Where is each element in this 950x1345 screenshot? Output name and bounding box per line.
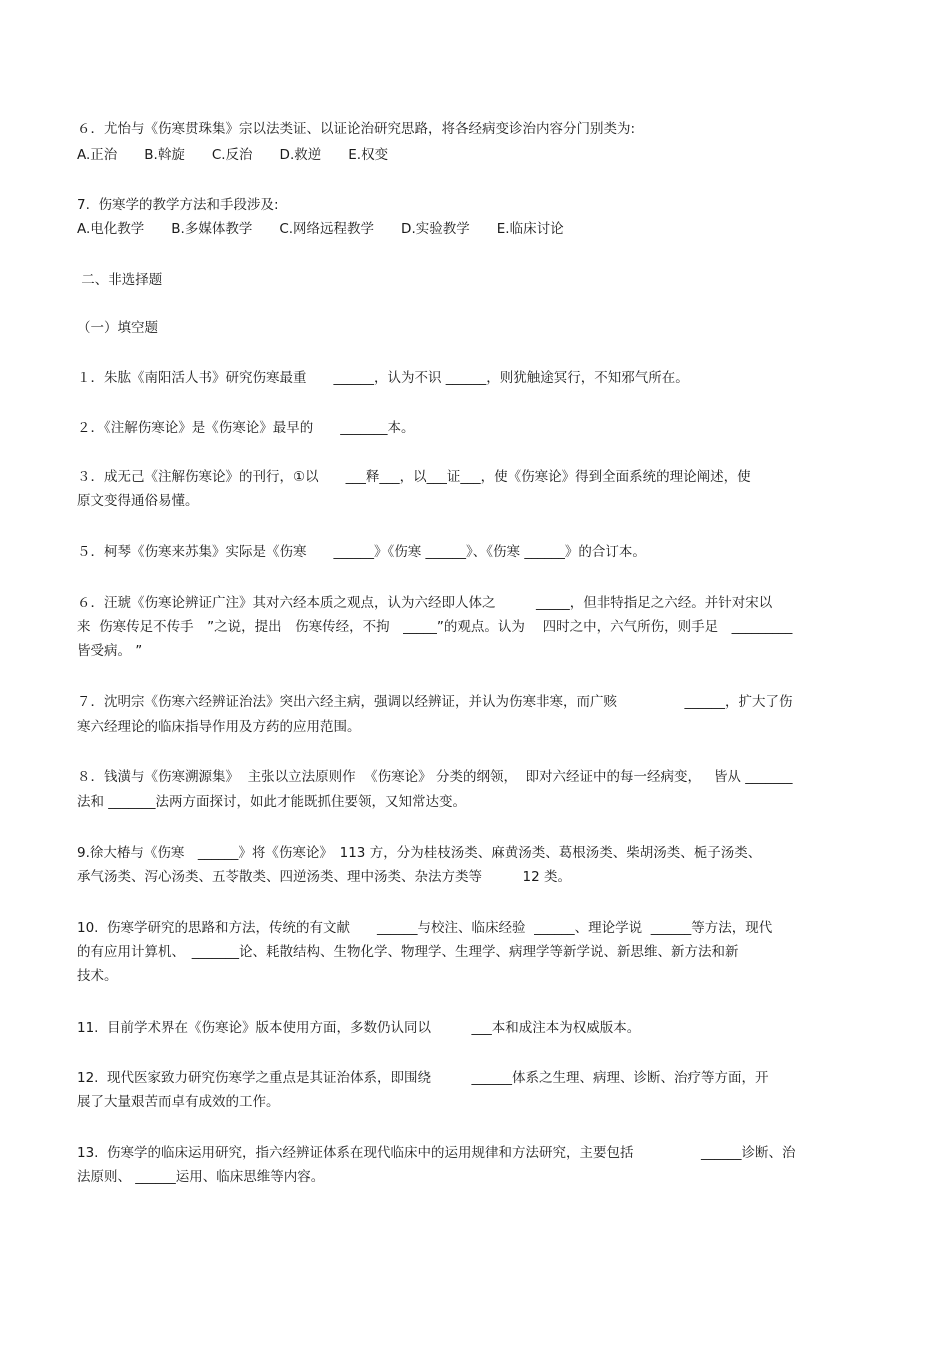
- fill-blank-9-line-1: 9.徐大椿与《伤寒 ______》将《伤寒论》 113 方，分为桂枝汤类、麻黄汤类、葛根汤类、柴胡汤类、栀子汤类、: [77, 845, 762, 861]
- subsection-heading: （一）填空题: [77, 320, 158, 336]
- section-heading: 二、非选择题: [77, 272, 163, 288]
- question-7-options: A.电化教学 B.多媒体教学 C.网络远程教学 D.实验教学 E.临床讨论: [77, 221, 564, 237]
- fill-blank-3-line-2: 原文变得通俗易懂。: [77, 493, 199, 509]
- fill-blank-6-line-1: ６．汪琥《伤寒论辨证广注》其对六经本质之观点，认为六经即人体之 _____，但非特指足之六经。并针对宋以: [77, 595, 773, 611]
- fill-blank-7-line-2: 寒六经理论的临床指导作用及方药的应用范围。: [77, 719, 361, 735]
- fill-blank-6-line-2: 来 伤寒传足不传手 ”之说，提出 伤寒传经，不拘 _____”的观点。认为 四时之中，六气所伤，则手足 _________: [77, 619, 793, 635]
- question-7-stem: 7. 伤寒学的教学方法和手段涉及:: [77, 197, 279, 213]
- fill-blank-8-line-2: 法和 _______法两方面探讨，如此才能既抓住要领，又知常达变。: [77, 794, 467, 810]
- fill-blank-10-line-3: 技术。: [77, 968, 118, 984]
- fill-blank-9-line-2: 承气汤类、泻心汤类、五苓散类、四逆汤类、理中汤类、杂法方类等 12 类。: [77, 869, 571, 885]
- question-6-stem: ６．尤怡与《伤寒贯珠集》宗以法类证、以证论治研究思路，将各经病变诊治内容分门别类为:: [77, 121, 636, 137]
- fill-blank-2: ２．《注解伤寒论》是《伤寒论》最早的 _______本。: [77, 420, 415, 436]
- fill-blank-11: 11. 目前学术界在《伤寒论》版本使用方面，多数仍认同以 ___本和成注本为权威版本。: [77, 1020, 641, 1036]
- fill-blank-13-line-2: 法原则、 ______运用、临床思维等内容。: [77, 1169, 325, 1185]
- fill-blank-5: ５．柯琴《伤寒来苏集》实际是《伤寒 ______》《伤寒 ______》、《伤寒 ______》的合订本。: [77, 544, 646, 560]
- fill-blank-3-line-1: ３．成无己《注解伤寒论》的刊行，①以 ___释___，以___证___，使《伤寒论》得到全面系统的理论阐述，使: [77, 469, 751, 485]
- fill-blank-6-line-3: 皆受病。 ”: [77, 643, 143, 659]
- fill-blank-13-line-1: 13. 伤寒学的临床运用研究，指六经辨证体系在现代临床中的运用规律和方法研究，主要包括 ______诊断、治: [77, 1145, 796, 1161]
- fill-blank-12-line-2: 展了大量艰苦而卓有成效的工作。: [77, 1094, 280, 1110]
- fill-blank-7-line-1: ７．沈明宗《伤寒六经辨证治法》突出六经主病，强调以经辨证，并认为伤寒非寒，而广赅 ______，扩大了伤: [77, 694, 793, 710]
- fill-blank-1: １．朱肱《南阳活人书》研究伤寒最重 ______，认为不识 ______，则犹触途冥行，不知邪气所在。: [77, 370, 689, 386]
- question-6-options: A.正治 B.斡旋 C.反治 D.救逆 E.权变: [77, 147, 389, 163]
- fill-blank-12-line-1: 12. 现代医家致力研究伤寒学之重点是其证治体系，即围绕 ______体系之生理、病理、诊断、治疗等方面，开: [77, 1070, 769, 1086]
- fill-blank-10-line-2: 的有应用计算机、 _______论、耗散结构、生物化学、物理学、生理学、病理学等新学说、新思维、新方法和新: [77, 944, 739, 960]
- fill-blank-8-line-1: ８．钱潢与《伤寒溯源集》 主张以立法原则作 《伤寒论》 分类的纲领， 即对六经证中的每一经病变， 皆从 _______: [77, 769, 793, 785]
- fill-blank-10-line-1: 10. 伤寒学研究的思路和方法，传统的有文献 ______与校注、临床经验 ______、理论学说 ______等方法，现代: [77, 920, 773, 936]
